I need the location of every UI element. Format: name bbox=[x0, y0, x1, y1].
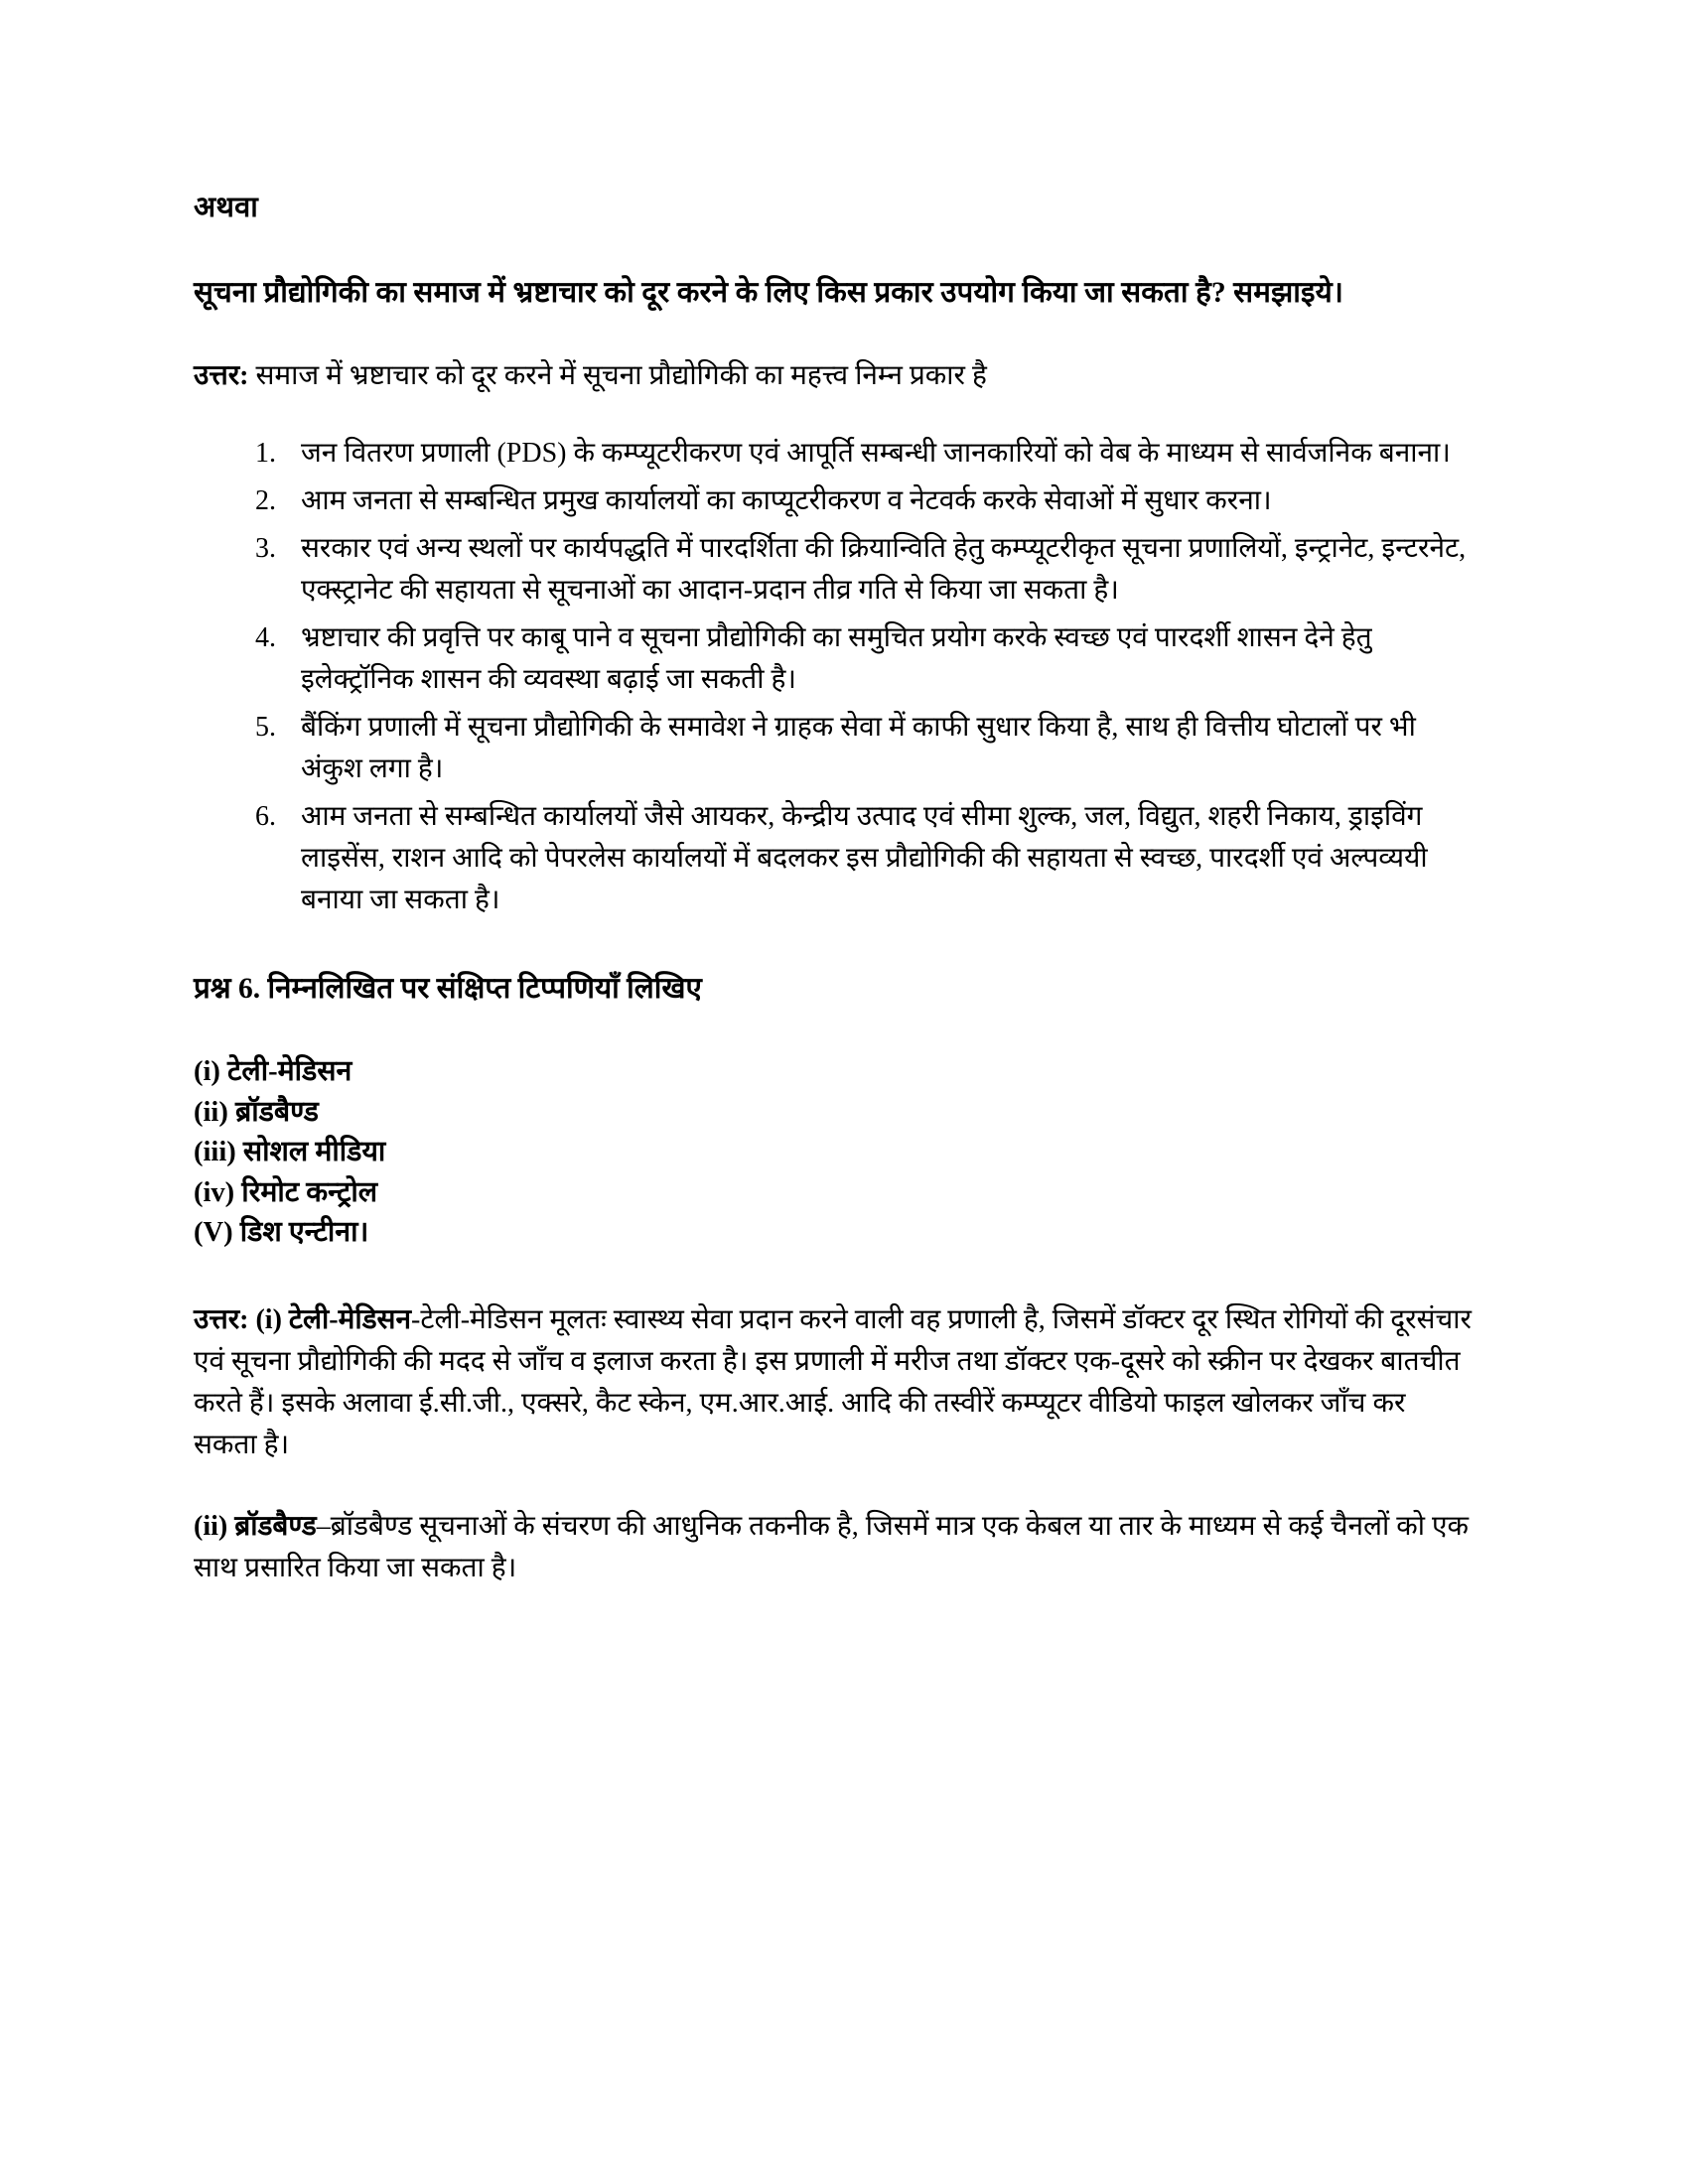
answer-lead-label: उत्तर: bbox=[194, 359, 249, 391]
list-item: (iii) सोशल मीडिया bbox=[194, 1137, 386, 1168]
answer-intro-line bbox=[194, 355, 1475, 397]
answer-6-topic-1-body: -टेली-मेडिसन मूलतः स्वास्थ्य सेवा प्रदान करने वाली वह प्रणाली है, जिसमें डॉक्टर दूर स्थित रोगियों की दूरसंचार एवं सूचना प्रौद्योगिकी की मदद से जाँच व इलाज करता है। इस प्रणाली में मरीज तथा डॉक्टर एक-दूसरे को स्क्रीन पर देखकर बातचीत करते हैं। इसके अलावा ई.सी.जी., एक्सरे, कैट स्केन, एम.आर.आई. आदि की तस्वीरें कम्प्यूटर वीडियो फाइल खोलकर जाँच कर सकता है। bbox=[194, 1303, 1472, 1460]
list-item: 1. जन वितरण प्रणाली (PDS) के कम्प्यूटरीकरण एवं आपूर्ति सम्बन्धी जानकारियों को वेब के माध्यम से सार्वजनिक बनाना। bbox=[283, 433, 1475, 475]
alternative-label: अथवा bbox=[194, 192, 258, 223]
list-item: 4. भ्रष्टाचार की प्रवृत्ति पर काबू पाने व सूचना प्रौद्योगिकी का समुचित प्रयोग करके स्वच्छ एवं पारदर्शी शासन देने हेतु इलेक्ट्रॉनिक शासन की व्यवस्था बढ़ाई जा सकती है। bbox=[283, 617, 1475, 701]
answer-points-list bbox=[194, 433, 1475, 921]
question-6-heading: प्रश्न 6. निम्नलिखित पर संक्षिप्त टिप्पणियाँ लिखिए bbox=[194, 972, 702, 1005]
answer-6-topic-1-paragraph bbox=[194, 1299, 1475, 1466]
list-item: 5. बैंकिंग प्रणाली में सूचना प्रौद्योगिकी के समावेश ने ग्राहक सेवा में काफी सुधार किया है, साथ ही वित्तीय घोटालों पर भी अंकुश लगा है। bbox=[283, 707, 1475, 790]
list-item: (i) टेली-मेडिसन bbox=[194, 1056, 352, 1088]
list-item: (V) डिश एन्टीना। bbox=[194, 1217, 369, 1249]
answer-6-topic-2-body: –ब्रॉडबैण्ड सूचनाओं के संचरण की आधुनिक तकनीक है, जिसमें मात्र एक केबल या तार के माध्यम से कई चैनलों को एक साथ प्रसारित किया जा सकता है। bbox=[194, 1510, 1469, 1583]
question-6-topics-list bbox=[194, 1052, 1475, 1253]
list-item: (ii) ब्रॉडबैण्ड bbox=[194, 1096, 319, 1128]
answer-6-lead-label: उत्तर: bbox=[194, 1303, 249, 1335]
question-heading: सूचना प्रौद्योगिकी का समाज में भ्रष्टाचार को दूर करने के लिए किस प्रकार उपयोग किया जा सकता है? समझाइये। bbox=[194, 277, 1344, 310]
document-content bbox=[194, 189, 1475, 1589]
answer-intro-text: समाज में भ्रष्टाचार को दूर करने में सूचना प्रौद्योगिकी का महत्त्व निम्न प्रकार है bbox=[248, 359, 987, 391]
list-item: 3. सरकार एवं अन्य स्थलों पर कार्यपद्धति में पारदर्शिता की क्रियान्विति हेतु कम्प्यूटरीकृत सूचना प्रणालियों, इन्ट्रानेट, इन्टरनेट, एक्स्ट्रानेट की सहायता से सूचनाओं का आदान-प्रदान तीव्र गति से किया जा सकता है। bbox=[283, 528, 1475, 612]
list-item: (iv) रिमोट कन्ट्रोल bbox=[194, 1176, 378, 1208]
answer-6-topic-1-label: (i) टेली-मेडिसन bbox=[248, 1303, 412, 1335]
answer-6-topic-2-label: (ii) ब्रॉडबैण्ड bbox=[194, 1510, 317, 1542]
list-item: 2. आम जनता से सम्बन्धित प्रमुख कार्यालयों का काप्यूटरीकरण व नेटवर्क करके सेवाओं में सुधार करना। bbox=[283, 480, 1475, 522]
answer-6-topic-2-paragraph bbox=[194, 1506, 1475, 1589]
list-item: 6. आम जनता से सम्बन्धित कार्यालयों जैसे आयकर, केन्द्रीय उत्पाद एवं सीमा शुल्क, जल, विद्युत, शहरी निकाय, ड्राइविंग लाइसेंस, राशन आदि को पेपरलेस कार्यालयों में बदलकर इस प्रौद्योगिकी की सहायता से स्वच्छ, पारदर्शी एवं अल्पव्ययी बनाया जा सकता है। bbox=[283, 796, 1475, 921]
